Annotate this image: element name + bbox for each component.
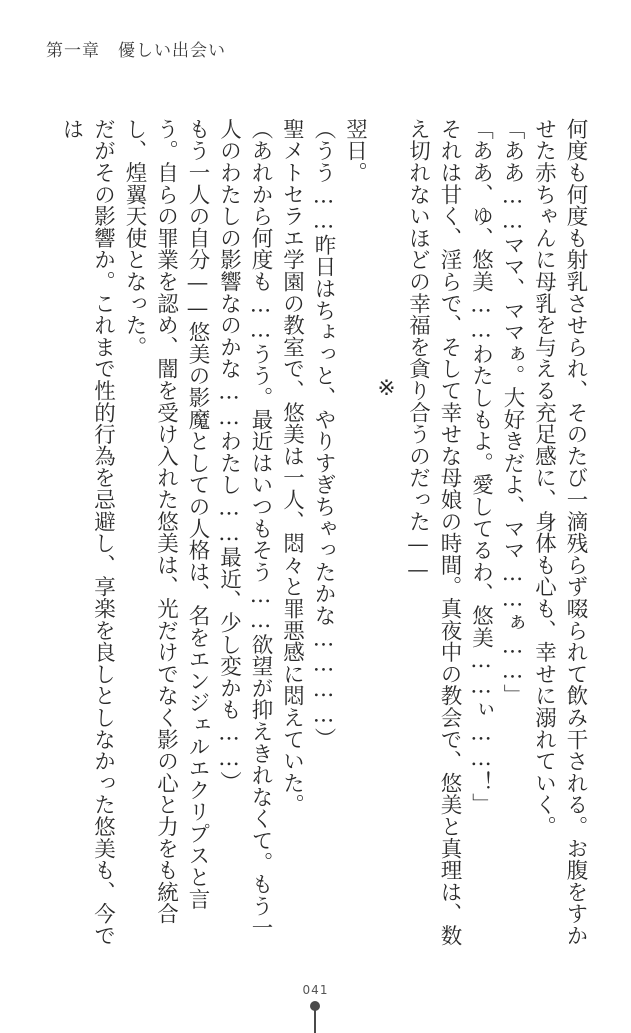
dialogue-line: 「ああ、ゆ、悠美……わたしもよ。愛してるわ、悠美……ぃ……！」 bbox=[468, 118, 494, 815]
page-marker-line bbox=[314, 1010, 316, 1033]
paragraph: 翌日。 bbox=[342, 118, 368, 184]
paragraph: 何度も何度も射乳させられ、そのたび一滴残らず啜られて飲み干される。お腹をすかせた赤ちゃんに母乳を与える充足感に、身体も心も、幸せに溺れていく。 bbox=[531, 118, 588, 947]
dialogue-line: 「ああ……ママ、ママぁ。大好きだよ、ママ……ぁ……」 bbox=[500, 118, 525, 706]
vertical-body-text bbox=[31, 118, 591, 948]
section-separator: ※ bbox=[374, 376, 399, 402]
paragraph: 聖メトセラエ学園の教室で、悠美は一人、悶々と罪悪感に悶えていた。 bbox=[279, 118, 305, 816]
inner-monologue: （うう……昨日はちょっと、やりすぎちゃったかな…………） bbox=[311, 118, 336, 750]
inner-monologue: （あれから何度も……うう。最近はいつもそう……欲望が抑えきれなくて。もう一人のわたしの影響なのかな……わたし……最近、少し変かも……） bbox=[216, 118, 273, 939]
paragraph: もう一人の自分——悠美の影魔としての人格は、名をエンジェルエクリプスと言う。自らの罪業を認め、闇を受け入れた悠美は、光だけでなく影の心と力をも統合し、煌翼天使となった。 bbox=[122, 118, 210, 925]
page-number: 041 bbox=[302, 983, 329, 997]
paragraph: それは甘く、淫らで、そして幸せな母娘の時間。真夜中の教会で、悠美と真理は、数え切れないほどの幸福を貪り合うのだった—— bbox=[405, 118, 462, 947]
paragraph: だがその影響か。これまで性的行為を忌避し、享楽を良しとしなかった悠美も、今では bbox=[59, 118, 116, 947]
running-head: 第一章 優しい出会い bbox=[46, 41, 226, 61]
